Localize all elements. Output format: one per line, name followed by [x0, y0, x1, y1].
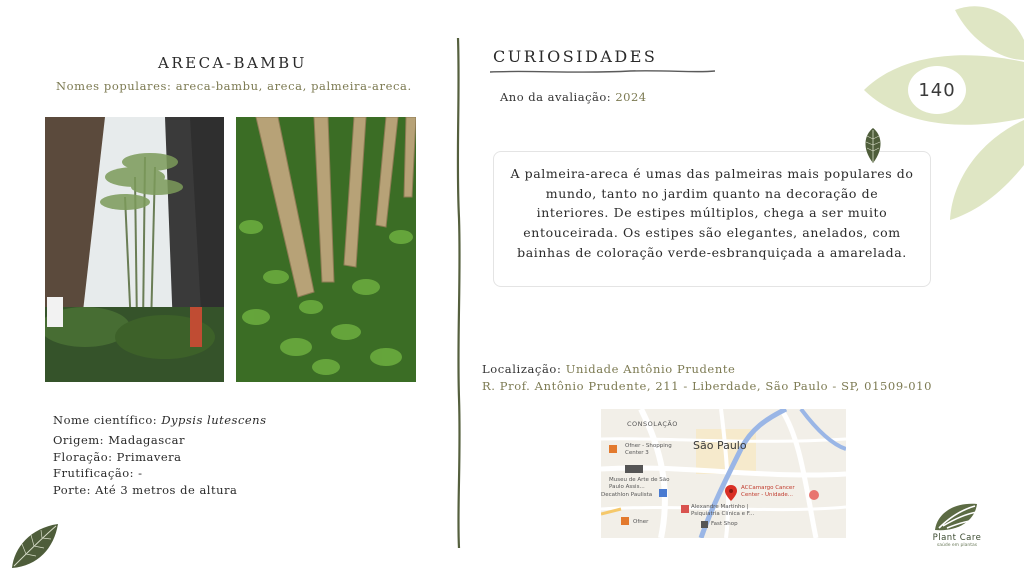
location-label: Localização:: [482, 362, 566, 376]
map-label-fast-shop: Fast Shop: [711, 521, 738, 527]
map-label-alexandre: Alexandre Martinho | Psiquiatria Clínica e F...: [691, 504, 755, 517]
year-label: Ano da avaliação:: [500, 90, 616, 104]
brand-name: Plant Care: [932, 533, 982, 543]
fruiting: Frutificação: -: [53, 466, 143, 481]
column-divider: [452, 38, 466, 548]
location-address: R. Prof. Antônio Prudente, 211 - Liberdade, São Paulo - SP, 01509-010: [482, 379, 932, 393]
scientific-name-label: Nome científico:: [53, 413, 162, 427]
leaf-corner-icon: [8, 522, 60, 570]
origin: Origem: Madagascar: [53, 432, 185, 447]
map-label-ofner: Ofner: [633, 519, 649, 525]
map-label-decathlon: Decathlon Paulista: [601, 492, 653, 498]
plant-specs: [53, 412, 267, 499]
brand-tagline: saúde em plantas: [936, 543, 978, 548]
map-label-museu: Museu de Arte de São Paulo Assis...: [609, 477, 670, 490]
location-block: [482, 361, 932, 395]
size: Porte: Até 3 metros de altura: [53, 483, 238, 498]
scientific-name-line: [53, 412, 267, 429]
year-value: 2024: [615, 90, 647, 104]
map-label-accamargo: ACCamargo Cancer Center - Unidade...: [741, 485, 795, 498]
location-map[interactable]: [601, 409, 846, 538]
closeup-photo-illustration: [236, 117, 416, 382]
page-number: 140: [908, 66, 966, 114]
plant-photo-garden: [45, 117, 224, 382]
garden-photo-illustration: [45, 117, 224, 382]
curiosities-underline: [490, 68, 715, 76]
map-label-sao-paulo: São Paulo: [693, 439, 747, 452]
brand-logo: [920, 500, 994, 556]
plant-photo-closeup: [236, 117, 416, 382]
location-unit: Unidade Antônio Prudente: [565, 362, 736, 376]
plant-title: ARECA-BAMBU: [158, 54, 307, 72]
map-label-consolacao: CONSOLAÇÃO: [627, 420, 678, 428]
leaf-icon: [862, 127, 884, 165]
curiosities-text: A palmeira-areca é umas das palmeiras mais populares do mundo, tanto no jardim quanto na decoração de interiores. De estipes múltiplos, chega a ser muito entouceirada. Os estipes são elegantes, anelados, com bainhas de coloração verde-esbranquiçada a amarelada.: [510, 166, 914, 260]
evaluation-year: [500, 90, 647, 104]
map-label-shopping: Ofner - Shopping Center 3: [625, 443, 672, 456]
plant-care-logo-icon: [931, 500, 983, 532]
popular-names: Nomes populares: areca-bambu, areca, palmeira-areca.: [56, 79, 412, 93]
scientific-name: Dypsis lutescens: [161, 413, 267, 427]
decorative-leaves: [860, 0, 1024, 230]
flowering: Floração: Primavera: [53, 449, 182, 464]
location-line: [482, 361, 932, 378]
curiosities-title: CURIOSIDADES: [493, 47, 658, 66]
